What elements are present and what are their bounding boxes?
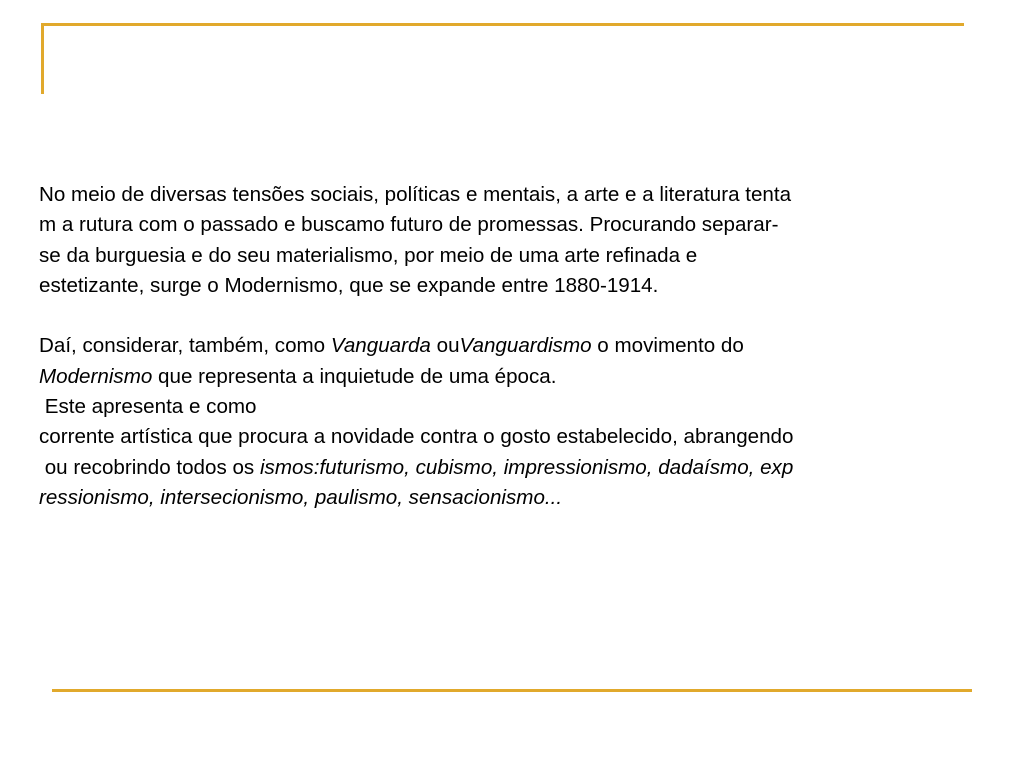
top-rule bbox=[41, 23, 964, 26]
text-line bbox=[39, 453, 989, 483]
term-vanguarda: Vanguarda bbox=[330, 334, 431, 358]
term-modernismo: Modernismo bbox=[39, 364, 153, 388]
paragraph-vanguard bbox=[39, 331, 989, 513]
isms-list-continued: ressionismo, intersecionismo, paulismo, sensacionismo... bbox=[39, 485, 563, 509]
text-run: ou recobrindo todos os bbox=[39, 455, 260, 479]
text-run: o movimento do bbox=[591, 334, 744, 358]
text-line: se da burguesia e do seu materialismo, por meio de uma arte refinada e bbox=[39, 243, 698, 267]
text-run: que representa a inquietude de uma época. bbox=[152, 364, 557, 388]
text-run: Daí, considerar, também, como bbox=[39, 334, 331, 358]
slide-body bbox=[39, 180, 989, 513]
text-line bbox=[39, 362, 989, 392]
text-line: corrente artística que procura a novidade contra o gosto estabelecido, abrangendo bbox=[39, 425, 794, 449]
paragraph-modernism-context bbox=[39, 180, 989, 301]
text-line: Este apresenta e como bbox=[39, 395, 257, 419]
isms-list: ismos:futurismo, cubismo, impressionismo, dadaísmo, exp bbox=[259, 455, 794, 479]
term-vanguardismo: Vanguardismo bbox=[459, 334, 592, 358]
text-line bbox=[39, 331, 989, 361]
left-rule bbox=[41, 23, 44, 94]
text-line: m a rutura com o passado e buscamo futuro de promessas. Procurando separar- bbox=[39, 213, 779, 237]
paragraph-gap bbox=[39, 301, 989, 331]
bottom-rule bbox=[52, 689, 972, 692]
text-line: No meio de diversas tensões sociais, políticas e mentais, a arte e a literatura tenta bbox=[39, 183, 792, 206]
text-line: estetizante, surge o Modernismo, que se expande entre 1880-1914. bbox=[39, 273, 659, 297]
text-run: ou bbox=[430, 334, 460, 358]
